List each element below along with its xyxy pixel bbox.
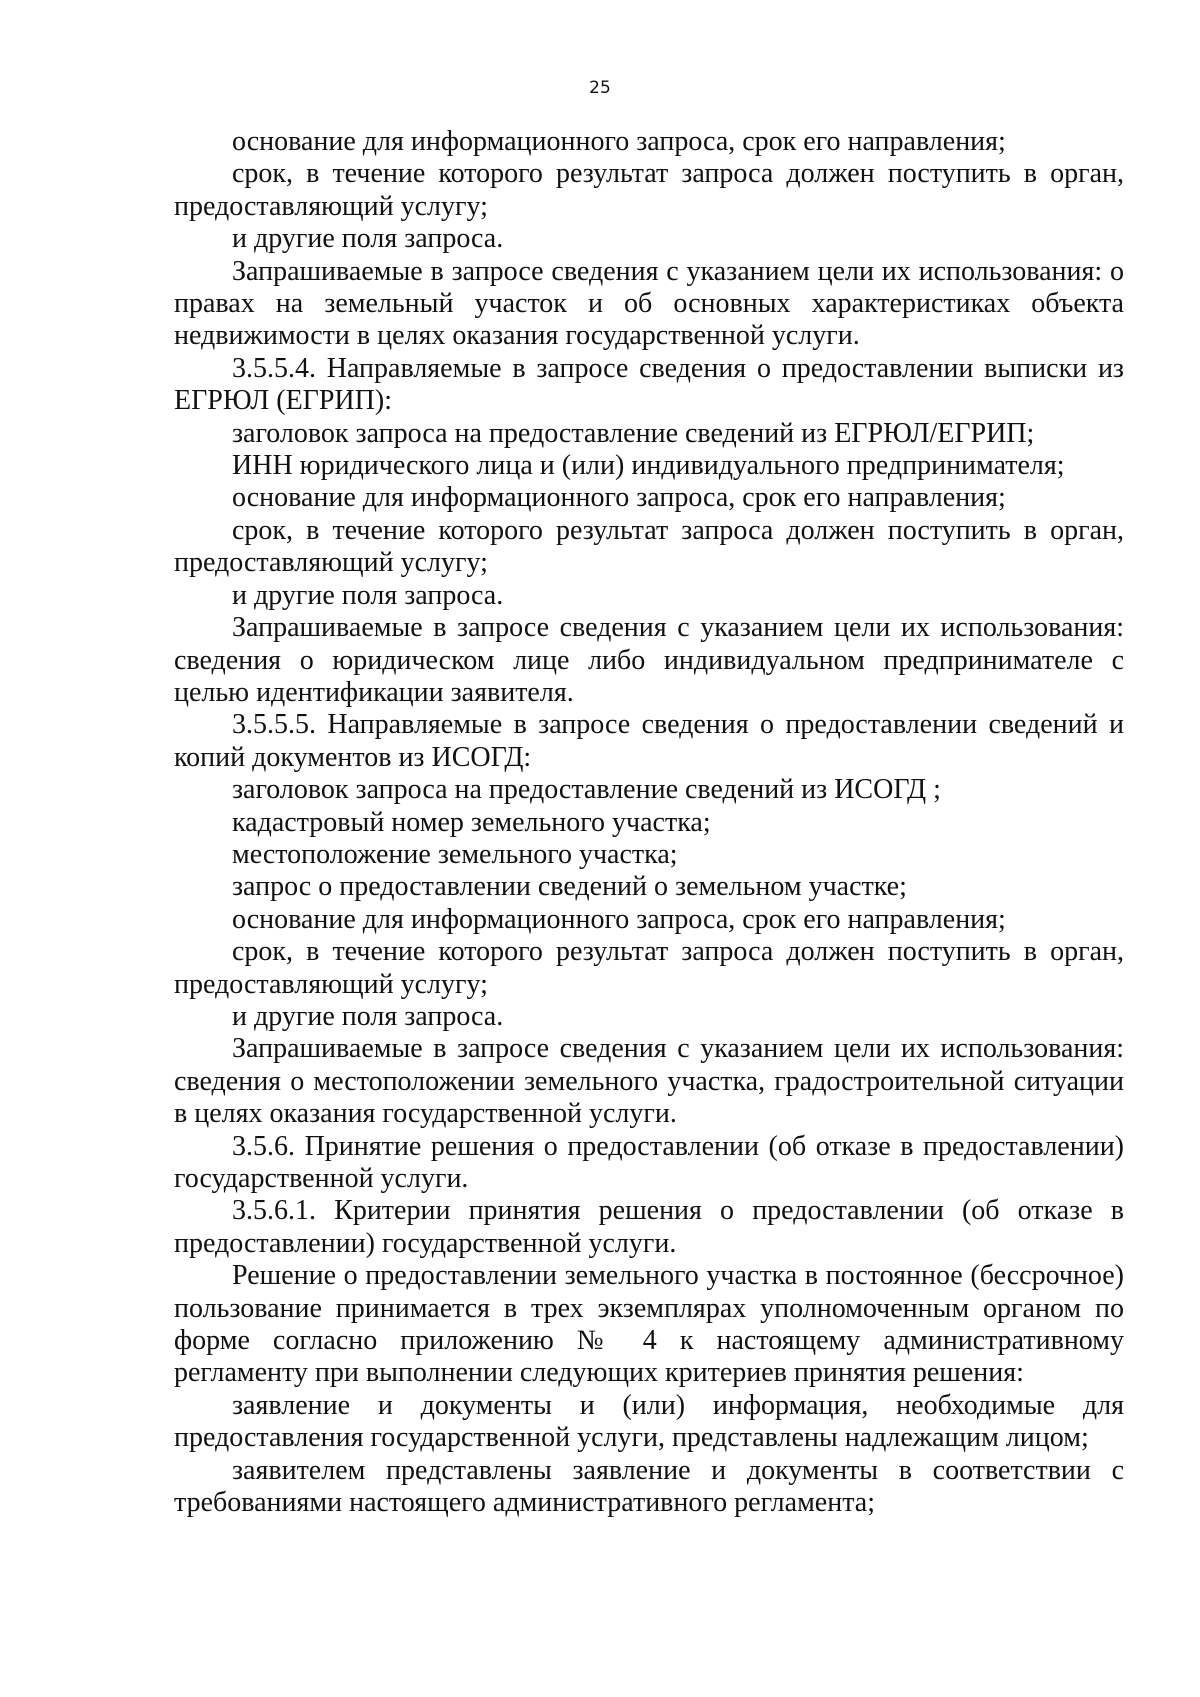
paragraph: заявителем представлены заявление и документы в соответствии с требованиями настоящего административного регламента; — [174, 1454, 1124, 1519]
paragraph: основание для информационного запроса, срок его направления; — [232, 126, 1006, 157]
paragraph: заголовок запроса на предоставление сведений из ИСОГД ; — [232, 774, 941, 806]
paragraph: Запрашиваемые в запросе сведения с указанием цели их использования: сведения о местоположении земельного участка, градостроительной ситуации в целях оказания государственной услуги. — [174, 1033, 1124, 1130]
document-body — [174, 126, 1124, 1519]
section-heading-3-5-6-1: 3.5.6.1. Критерии принятия решения о предоставлении (об отказе в предоставлении) государственной услуги. — [174, 1195, 1124, 1259]
paragraph: кадастровый номер земельного участка; — [232, 806, 711, 838]
section-heading-3-5-6: 3.5.6. Принятие решения о предоставлении (об отказе в предоставлении) государственной услуги. — [174, 1130, 1124, 1194]
paragraph: срок, в течение которого результат запроса должен поступить в орган, предоставляющий услугу; — [174, 936, 1124, 1000]
paragraph: местоположение земельного участка; — [232, 838, 678, 870]
paragraph: запрос о предоставлении сведений о земельном участке; — [232, 871, 907, 903]
section-heading-3-5-5-4: 3.5.5.4. Направляемые в запросе сведения о предоставлении выписки из ЕГРЮЛ (ЕГРИП): — [174, 352, 1124, 417]
paragraph: и другие поля запроса. — [232, 223, 504, 255]
paragraph: заголовок запроса на предоставление сведений из ЕГРЮЛ/ЕГРИП; — [232, 417, 1035, 449]
paragraph: основание для информационного запроса, срок его направления; — [232, 482, 1006, 514]
paragraph: Запрашиваемые в запросе сведения с указанием цели их использования: сведения о юридическом лице либо индивидуальном предпринимателе с целью идентификации заявителя. — [174, 612, 1124, 708]
paragraph: Решение о предоставлении земельного участка в постоянное (бессрочное) пользование принимается в трех экземплярах уполномоченным органом по форме согласно приложению № 4 к настоящему административному регламенту при выполнении следующих критериев принятия решения: — [174, 1260, 1124, 1389]
paragraph: Запрашиваемые в запросе сведения с указанием цели их использования: о правах на земельный участок и об основных характеристиках объекта недвижимости в целях оказания государственной услуги. — [174, 255, 1124, 352]
paragraph: и другие поля запроса. — [232, 579, 504, 611]
paragraph: основание для информационного запроса, срок его направления; — [232, 903, 1006, 935]
paragraph: срок, в течение которого результат запроса должен поступить в орган, предоставляющий услугу; — [174, 158, 1124, 222]
section-heading-3-5-5-5: 3.5.5.5. Направляемые в запросе сведения о предоставлении сведений и копий документов из ИСОГД: — [174, 709, 1124, 773]
paragraph: срок, в течение которого результат запроса должен поступить в орган, предоставляющий услугу; — [174, 514, 1124, 579]
paragraph: ИНН юридического лица и (или) индивидуального предпринимателя; — [232, 450, 1065, 482]
page-number: 25 — [589, 78, 611, 98]
paragraph: и другие поля запроса. — [232, 1000, 504, 1032]
paragraph: заявление и документы и (или) информация, необходимые для предоставления государственной услуги, представлены надлежащим лицом; — [174, 1389, 1124, 1454]
